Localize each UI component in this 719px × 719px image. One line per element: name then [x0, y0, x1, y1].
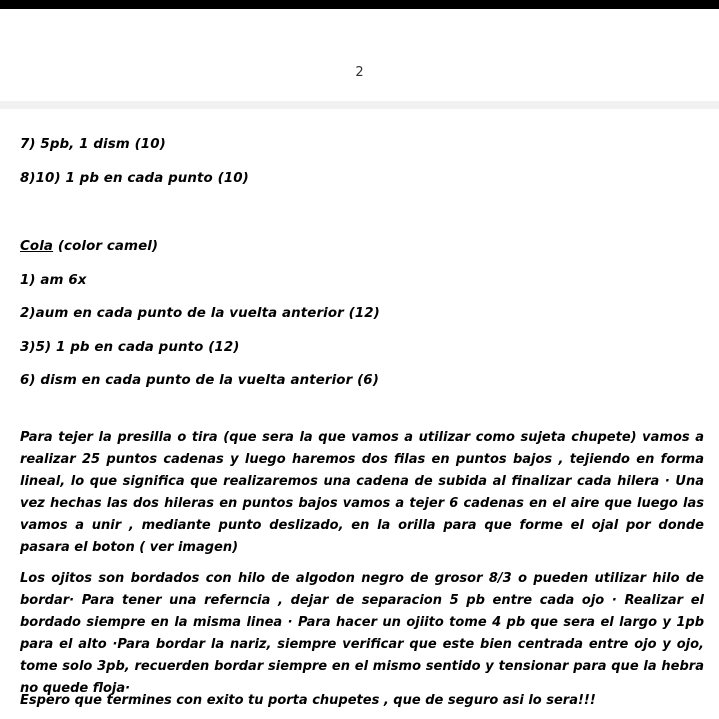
top-bar: [0, 0, 719, 9]
cola-title: Cola: [20, 239, 54, 254]
cola-row-1: 1) am 6x: [20, 273, 87, 288]
page-number: 2: [355, 65, 364, 80]
cola-row-6: 6) dism en cada punto de la vuelta anterior (6): [20, 373, 379, 388]
cola-row-2: 2)aum en cada punto de la vuelta anterior (12): [20, 306, 380, 321]
row-7: 7) 5pb, 1 dism (10): [20, 137, 166, 152]
page-separator: [0, 101, 719, 109]
row-8-10: 8)10) 1 pb en cada punto (10): [20, 171, 249, 186]
paragraph-closing: Espero que termines con exito tu porta chupetes , que de seguro asi lo sera!!!: [20, 693, 596, 708]
paragraph-presilla: Para tejer la presilla o tira (que sera la que vamos a utilizar como sujeta chupete) vamos a realizar 25 puntos cadenas y luego haremos dos filas en puntos bajos , tejiendo en forma lineal, lo que significa que realizaremos una cadena de subida al finalizar cada hilera · Una vez hechas las dos hileras en puntos bajos vamos a tejer 6 cadenas en el aire que luego las vamos a unir , mediante punto deslizado, en la orilla para que forme el ojal por donde pasara el boton ( ver imagen): [20, 430, 704, 555]
cola-heading: [20, 239, 158, 254]
cola-row-3-5: 3)5) 1 pb en cada punto (12): [20, 340, 240, 355]
paragraph-ojitos: Los ojitos son bordados con hilo de algodon negro de grosor 8/3 o pueden utilizar hilo de bordar· Para tener una referncia , dejar de separacion 5 pb entre cada ojo · Realizar el bordado siempre en la misma linea · Para hacer un ojiito tome 4 pb que sera el largo y 1pb para el alto ·Para bordar la nariz, siempre verificar que este bien centrada entre ojo y ojo, tome solo 3pb, recuerden bordar siempre en el mismo sentido y tensionar para que la hebra no quede floja·: [20, 571, 704, 696]
cola-subtitle: (color camel): [53, 239, 159, 254]
page-header: [0, 9, 719, 101]
